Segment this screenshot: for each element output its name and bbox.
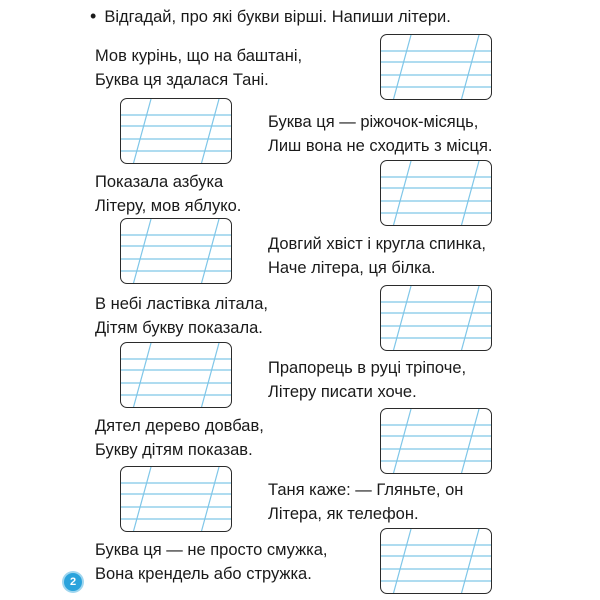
guide-lines: [381, 35, 492, 100]
writing-box-4[interactable]: [120, 218, 232, 284]
poem-5: В небі ластівка літала, Дітям букву показала.: [95, 295, 269, 337]
guide-lines: [381, 286, 492, 351]
slant-guide-line: [133, 467, 151, 532]
slant-guide-line: [461, 286, 479, 351]
writing-box-7[interactable]: [380, 408, 492, 474]
guide-lines: [121, 343, 232, 408]
writing-box-3[interactable]: [380, 160, 492, 226]
slant-guide-line: [393, 286, 411, 351]
poem-7: Дятел дерево довбав, Букву дітям показав.: [95, 417, 264, 459]
writing-box-5[interactable]: [380, 285, 492, 351]
writing-box-9[interactable]: [380, 528, 492, 594]
writing-box-6[interactable]: [120, 342, 232, 408]
slant-guide-line: [461, 409, 479, 474]
poem-2: Буква ця — ріжочок-місяць, Лиш вона не сходить з місця.: [268, 113, 493, 155]
slant-guide-line: [393, 35, 411, 100]
guide-lines: [121, 219, 232, 284]
slant-guide-line: [393, 161, 411, 226]
poem-6: Прапорець в руці тріпоче, Літеру писати хоче.: [268, 359, 467, 401]
poem-1: Мов курінь, що на баштані, Буква ця здалася Тані.: [95, 47, 303, 89]
instruction: [90, 6, 451, 27]
poem-4: Довгий хвіст і кругла спинка, Наче літера, ця білка.: [268, 235, 487, 277]
slant-guide-line: [461, 161, 479, 226]
guide-lines: [121, 467, 232, 532]
slant-guide-line: [461, 529, 479, 594]
guide-lines: [381, 409, 492, 474]
slant-guide-line: [133, 343, 151, 408]
bullet: •: [90, 6, 97, 26]
guide-lines: [381, 529, 492, 594]
guide-lines: [381, 161, 492, 226]
writing-box-8[interactable]: [120, 466, 232, 532]
instruction-text: Відгадай, про які букви вірші. Напиши літери.: [104, 8, 451, 26]
poem-9: Буква ця — не просто смужка, Вона крендель або стружка.: [95, 541, 328, 583]
guide-lines: [121, 99, 232, 164]
poem-3: Показала азбука Літеру, мов яблуко.: [95, 173, 242, 215]
page-number-badge: 2: [64, 573, 82, 591]
slant-guide-line: [133, 219, 151, 284]
writing-box-1[interactable]: [380, 34, 492, 100]
slant-guide-line: [201, 219, 219, 284]
poem-8: Таня каже: — Гляньте, он Літера, як телефон.: [268, 481, 464, 523]
writing-box-2[interactable]: [120, 98, 232, 164]
slant-guide-line: [133, 99, 151, 164]
slant-guide-line: [393, 529, 411, 594]
slant-guide-line: [201, 99, 219, 164]
slant-guide-line: [201, 467, 219, 532]
slant-guide-line: [461, 35, 479, 100]
slant-guide-line: [201, 343, 219, 408]
slant-guide-line: [393, 409, 411, 474]
